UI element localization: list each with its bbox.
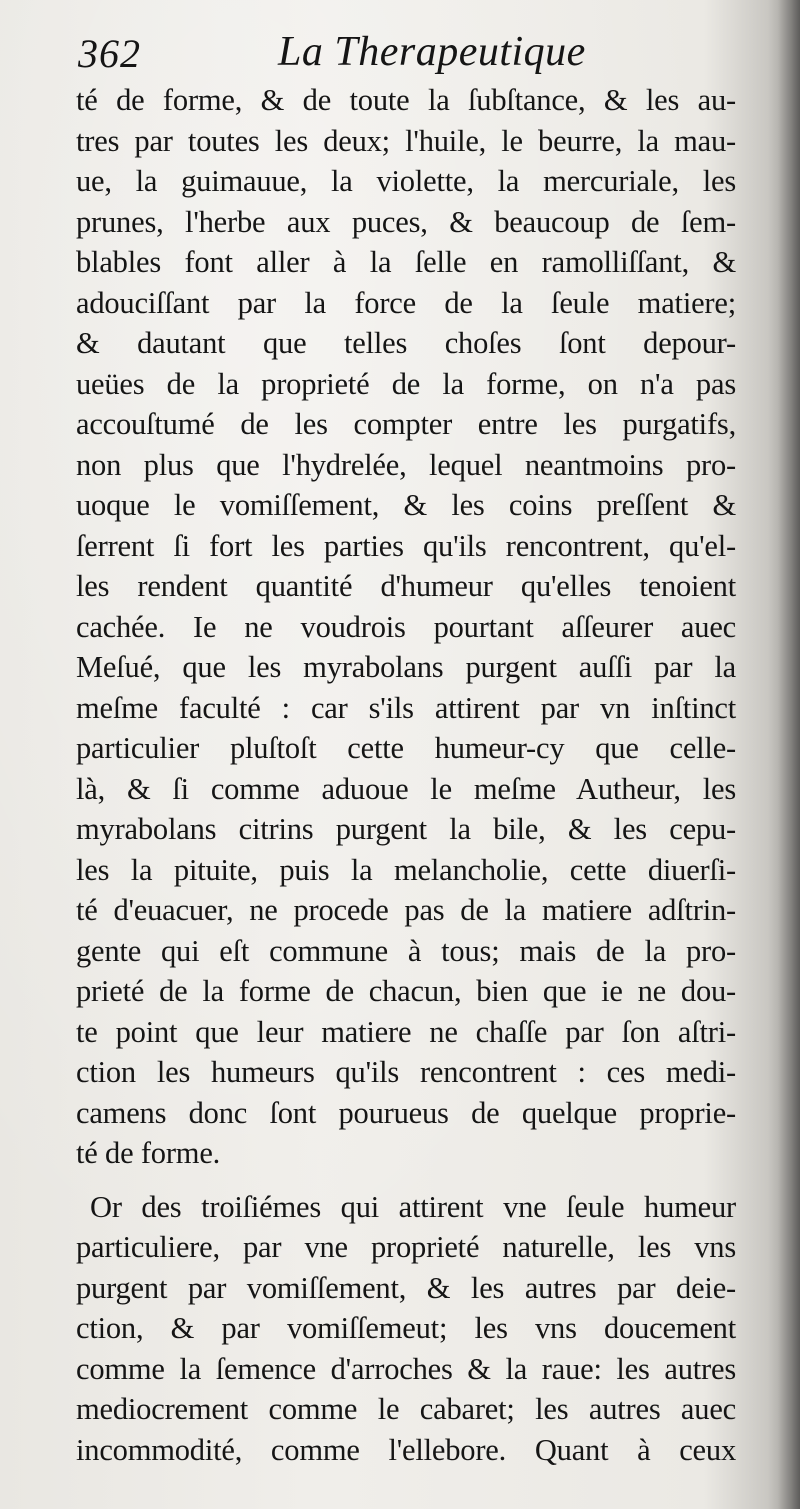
text-line: incommodité, comme l'ellebore. Quant à ceux (76, 1432, 736, 1467)
paragraph (76, 80, 736, 1174)
text-line: prunes, l'herbe aux puces, & beaucoup de ſem- (76, 204, 736, 239)
text-line: blables font aller à la ſelle en ramolliſſant, & (76, 245, 736, 279)
text-line: non plus que l'hydrelée, lequel neantmoins pro- (76, 447, 736, 482)
paragraph-gap (76, 1174, 736, 1187)
text-line: ction les humeurs qu'ils rencontrent : ces medi- (76, 1055, 736, 1089)
text-line: comme la ſemence d'arroches & la raue: les autres (76, 1351, 736, 1386)
text-line: prieté de la forme de chacun, bien que ie ne dou- (76, 974, 736, 1008)
text-line: adouciſſant par la force de la ſeule matiere; (76, 285, 736, 320)
text-line: ue, la guimauue, la violette, la mercuriale, les (76, 164, 736, 198)
text-line: meſme faculté : car s'ils attirent par vn inſtinct (76, 690, 736, 725)
text-line: particulier pluſtoſt cette humeur-cy que celle- (76, 731, 736, 765)
page-edge-shadow (778, 0, 800, 1509)
text-line: Meſué, que les myrabolans purgent auſſi par la (76, 650, 736, 684)
text-line: tres par toutes les deux; l'huile, le beurre, la mau- (76, 123, 736, 158)
text-line: les la pituite, puis la melancholie, cette diuerſi- (76, 852, 736, 887)
text-line: purgent par vomiſſement, & les autres par deie- (76, 1270, 736, 1305)
running-title: La Therapeutique (278, 29, 586, 75)
text-line: & dautant que telles choſes ſont depour- (76, 326, 736, 360)
text-line: là, & ſi comme aduoue le meſme Autheur, les (76, 771, 736, 806)
text-line: les rendent quantité d'humeur qu'elles tenoient (76, 569, 736, 603)
text-line: camens donc ſont pourueus de quelque proprie- (76, 1095, 736, 1130)
text-line: ſerrent ſi fort les parties qu'ils rencontrent, qu'el- (76, 528, 736, 563)
text-line: té de forme. (76, 1136, 221, 1170)
text-line: gente qui eſt commune à tous; mais de la pro- (76, 933, 736, 968)
text-line: accouſtumé de les compter entre les purgatifs, (76, 407, 736, 441)
text-line: mediocrement comme le cabaret; les autres auec (76, 1392, 736, 1426)
text-line: uoque le vomiſſement, & les coins preſſent & (76, 488, 736, 522)
text-line: particuliere, par vne proprieté naturelle, les vns (76, 1230, 736, 1264)
text-line: té de forme, & de toute la ſubſtance, & les au- (76, 83, 736, 117)
text-line: ueües de la proprieté de la forme, on n'a pas (76, 366, 736, 401)
text-line: cachée. Ie ne voudrois pourtant aſſeurer auec (76, 609, 736, 644)
text-line: té d'euacuer, ne procede pas de la matiere adſtrin- (76, 893, 736, 927)
page-header (78, 26, 718, 86)
text-line: te point que leur matiere ne chaſſe par ſon aſtri- (76, 1014, 736, 1049)
text-line: ction, & par vomiſſemeut; les vns doucement (76, 1311, 736, 1345)
text-line: myrabolans citrins purgent la bile, & les cepu- (76, 812, 736, 846)
page-number: 362 (78, 31, 141, 76)
body-text (76, 80, 736, 1470)
text-line: Or des troiſiémes qui attirent vne ſeule humeur (90, 1189, 736, 1224)
paragraph (76, 1187, 736, 1471)
